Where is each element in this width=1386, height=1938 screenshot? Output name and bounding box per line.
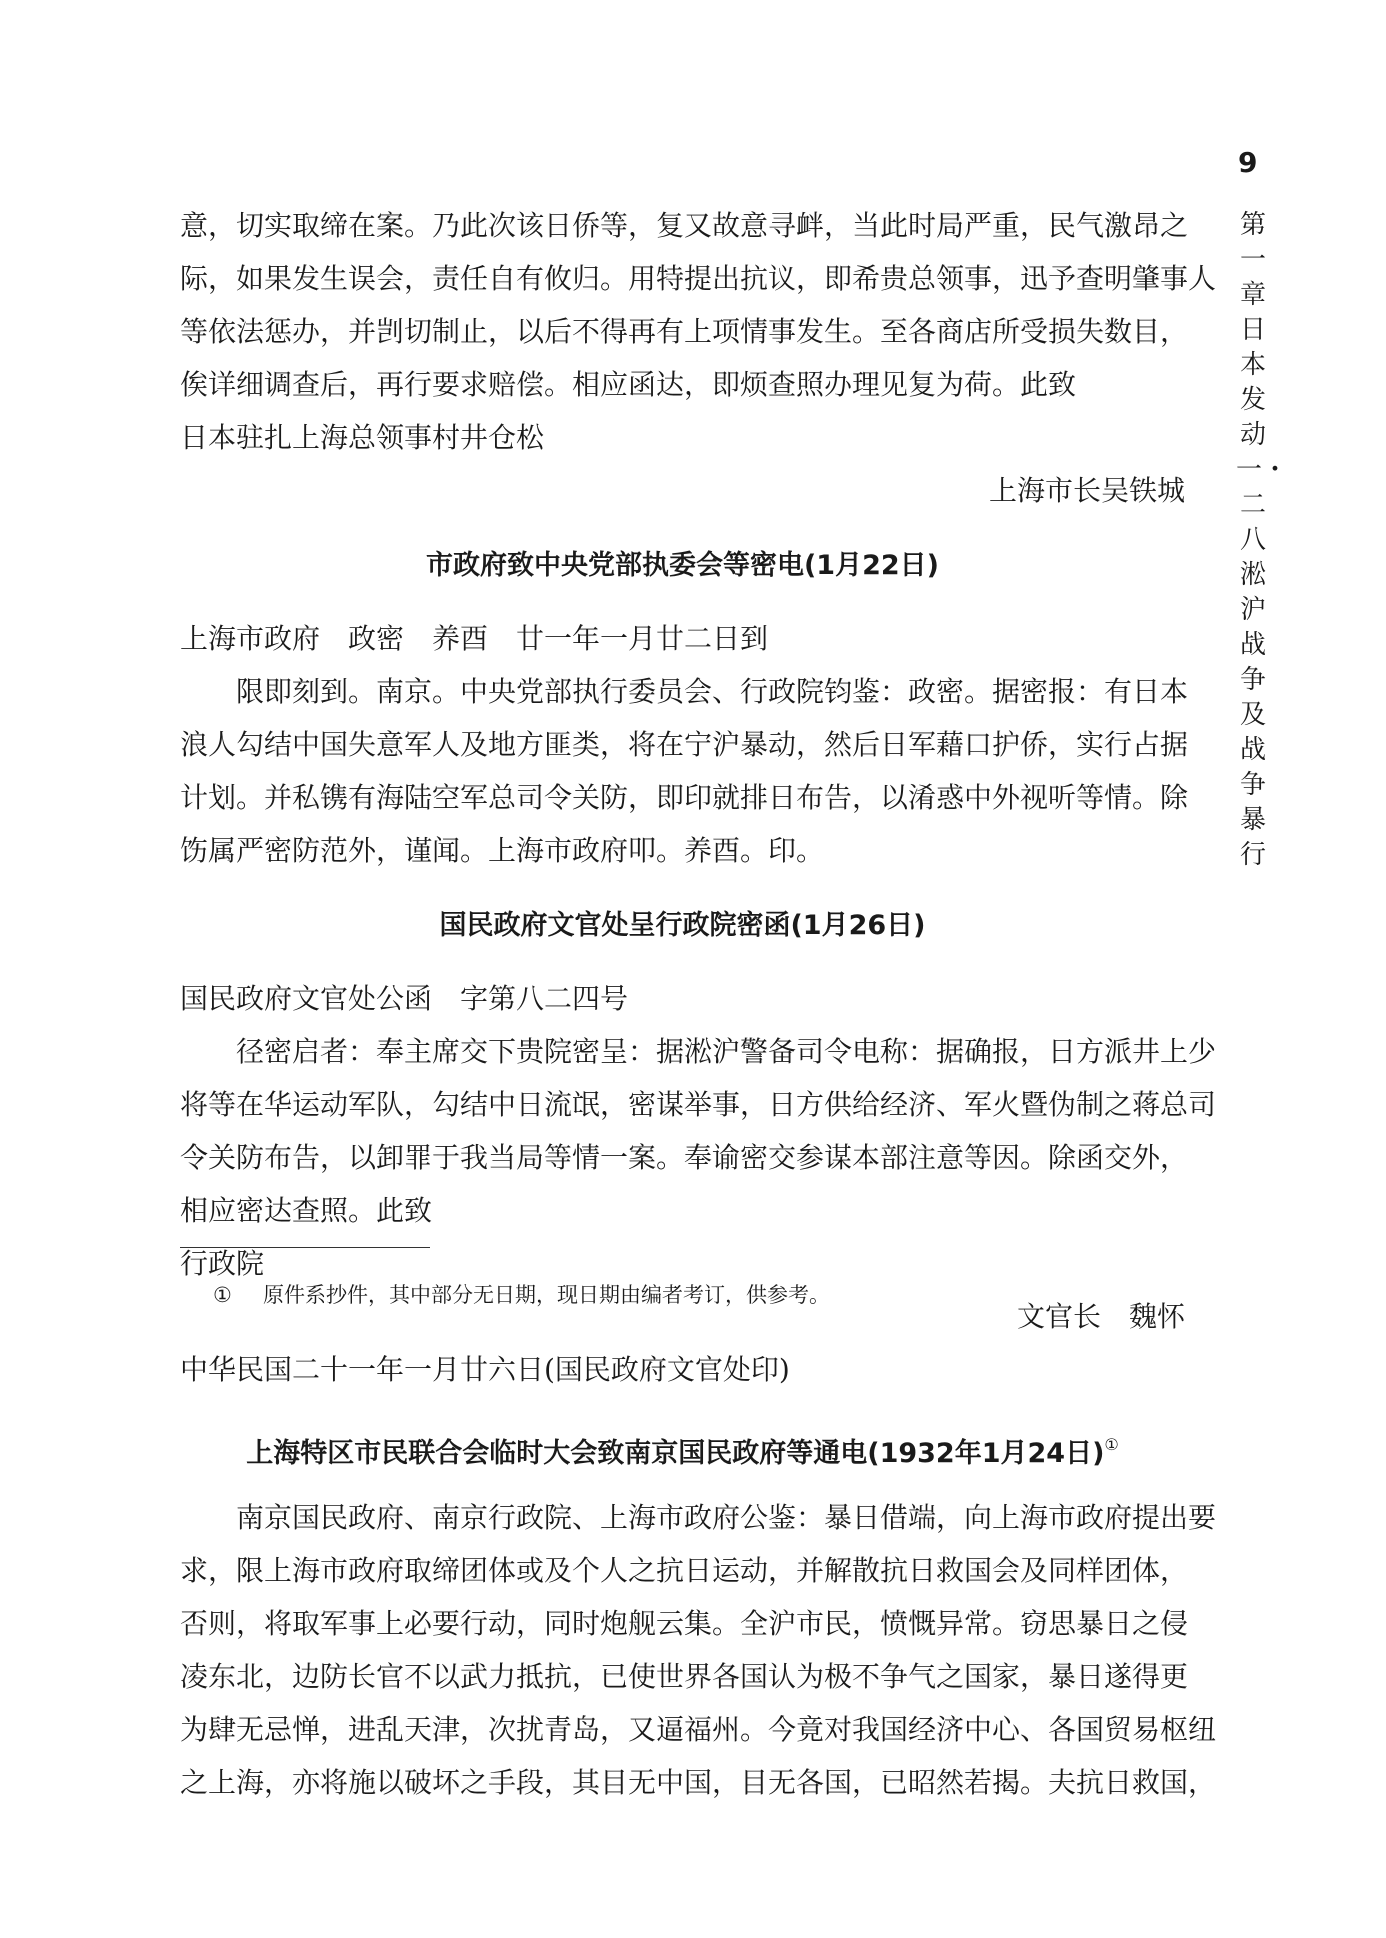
text-line: 求，限上海市政府取缔团体或及个人之抗日运动，并解散抗日救国会及同样团体， xyxy=(180,1554,1189,1587)
text-line: 南京国民政府、南京行政院、上海市政府公鉴：暴日借端，向上海市政府提出要 xyxy=(236,1501,1217,1534)
addressee: 行政院 xyxy=(180,1247,265,1280)
document-header: 上海市政府 政密 养酉 廿一年一月廿二日到 xyxy=(180,622,769,655)
text-line: 饬属严密防范外，谨闻。上海市政府叩。养酉。印。 xyxy=(180,834,825,867)
section-title-text: 上海特区市民联合会临时大会致南京国民政府等通电(1932年1月24日) xyxy=(246,1438,1105,1469)
page-number: 9 xyxy=(1238,146,1258,179)
text-line: 令关防布告，以卸罪于我当局等情一案。奉谕密交参谋本部注意等因。除函交外， xyxy=(180,1141,1189,1174)
section-title: 市政府致中央党部执委会等密电(1月22日) xyxy=(425,550,940,581)
footnote-text: 原件系抄件，其中部分无日期，现日期由编者考订，供参考。 xyxy=(263,1283,830,1307)
text-line: 径密启者：奉主席交下贵院密呈：据淞沪警备司令电称：据确报，日方派井上少 xyxy=(236,1035,1217,1068)
text-line: 意，切实取缔在案。乃此次该日侨等，复又故意寻衅，当此时局严重，民气激昂之 xyxy=(180,209,1189,242)
signature: 上海市长吴铁城 xyxy=(988,474,1185,507)
section-title xyxy=(180,1418,1185,1471)
footnote-divider xyxy=(180,1247,430,1248)
text-line: 凌东北，边防长官不以武力抵抗，已使世界各国认为极不争气之国家，暴日遂得更 xyxy=(180,1660,1189,1693)
text-line: 俟详细调查后，再行要求赔偿。相应函达，即烦查照办理见复为荷。此致 xyxy=(180,368,1077,401)
text-line: 为肆无忌惮，进乱天津，次扰青岛，又逼福州。今竟对我国经济中心、各国贸易枢纽 xyxy=(180,1713,1217,1746)
text-line: 相应密达查照。此致 xyxy=(180,1194,433,1227)
addressee: 日本驻扎上海总领事村井仓松 xyxy=(180,421,545,454)
text-line: 际，如果发生误会，责任自有攸归。用特提出抗议，即希贵总领事，迅予查明肇事人 xyxy=(180,262,1217,295)
running-head: 第一章 日本发动一・二八淞沪战争及战争暴行 xyxy=(1236,210,1293,870)
text-line: 限即刻到。南京。中央党部执行委员会、行政院钧鉴：政密。据密报：有日本 xyxy=(236,675,1189,708)
body-text xyxy=(180,199,1217,1809)
signature: 文官长 魏怀 xyxy=(1016,1300,1185,1333)
text-line: 将等在华运动军队，勾结中日流氓，密谋举事，日方供给经济、军火暨伪制之蒋总司 xyxy=(180,1088,1217,1121)
text-line: 计划。并私镌有海陆空军总司令关防，即印就排日布告，以淆惑中外视听等情。除 xyxy=(180,781,1189,814)
document-header: 国民政府文官处公函 字第八二四号 xyxy=(180,982,629,1015)
footnote-mark: ① xyxy=(213,1283,232,1307)
text-line: 浪人勾结中国失意军人及地方匪类，将在宁沪暴动，然后日军藉口护侨，实行占据 xyxy=(180,728,1189,761)
footnote xyxy=(213,1280,830,1310)
text-line: 之上海，亦将施以破坏之手段，其目无中国，目无各国，已昭然若揭。夫抗日救国， xyxy=(180,1766,1217,1799)
footnote-reference[interactable]: ① xyxy=(1104,1435,1119,1454)
section-title: 国民政府文官处呈行政院密函(1月26日) xyxy=(439,910,926,941)
date-line: 中华民国二十一年一月廿六日(国民政府文官处印) xyxy=(180,1353,790,1386)
text-line: 否则，将取军事上必要行动，同时炮舰云集。全沪市民，愤慨异常。窃思暴日之侵 xyxy=(180,1607,1189,1640)
text-line: 等依法惩办，并剀切制止，以后不得再有上项情事发生。至各商店所受损失数目， xyxy=(180,315,1189,348)
